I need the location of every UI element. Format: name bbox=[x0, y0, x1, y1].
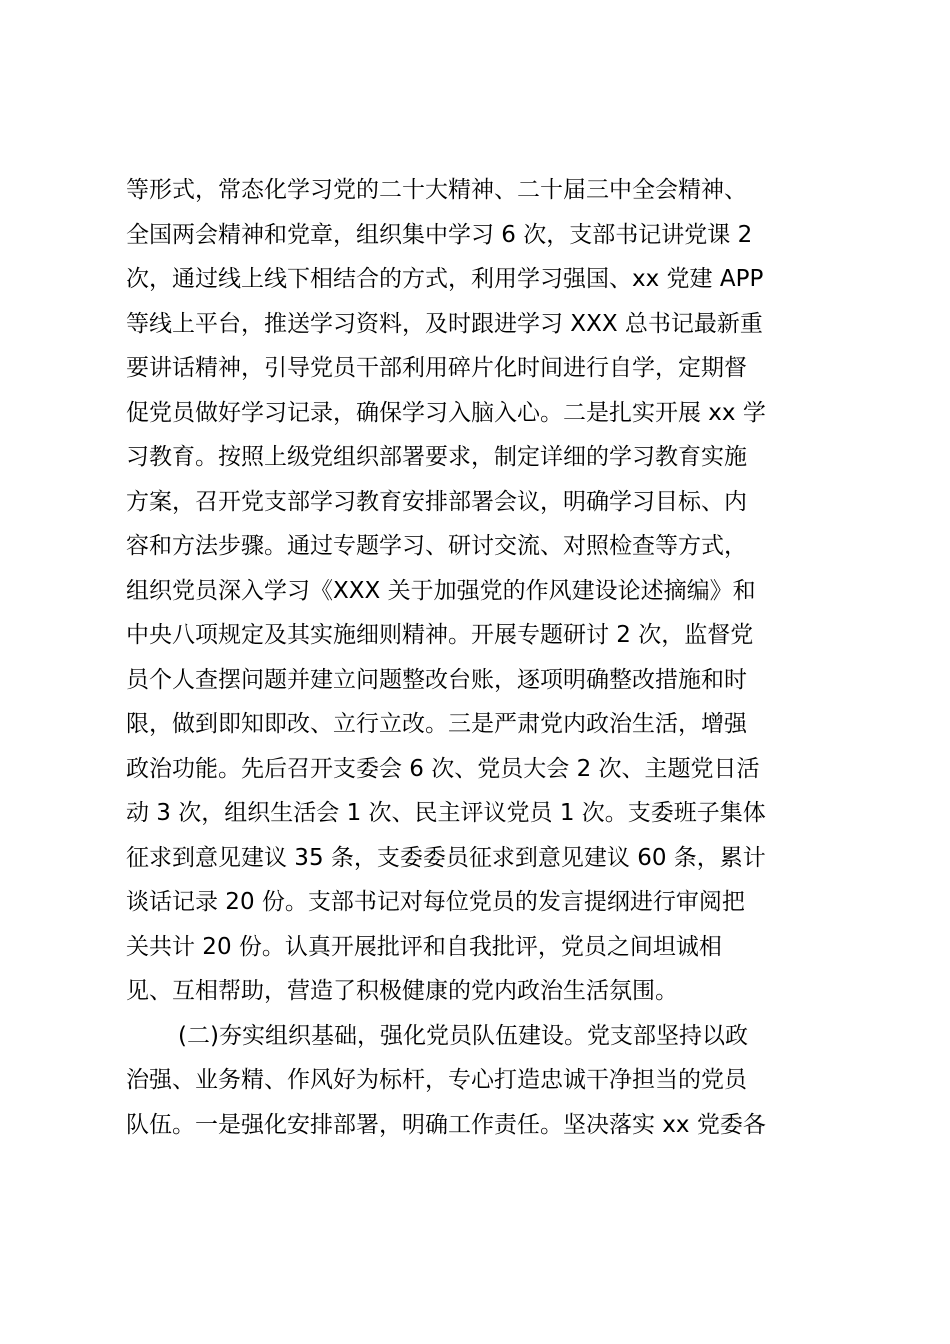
text-line: 谈话记录 20 份。支部书记对每位党员的发言提纲进行审阅把 bbox=[126, 889, 745, 915]
text-line: 组织党员深入学习《XXX 关于加强党的作风建设论述摘编》和 bbox=[126, 577, 756, 604]
text-line: 习教育。按照上级党组织部署要求，制定详细的学习教育实施 bbox=[126, 444, 747, 470]
text-line: 限，做到即知即改、立行立改。三是严肃党内政治生活，增强 bbox=[126, 711, 747, 737]
text-line: 关共计 20 份。认真开展批评和自我批评，党员之间坦诚相 bbox=[126, 933, 722, 960]
text-line: 促党员做好学习记录，确保学习入脑入心。二是扎实开展 xx 学 bbox=[126, 399, 766, 426]
text-line: 方案，召开党支部学习教育安排部署会议，明确学习目标、内 bbox=[126, 488, 747, 515]
text-line: 等线上平台，推送学习资料，及时跟进学习 XXX 总书记最新重 bbox=[126, 310, 763, 337]
text-line: 征求到意见建议 35 条，支委委员征求到意见建议 60 条，累计 bbox=[126, 844, 766, 871]
text-line: 动 3 次，组织生活会 1 次、民主评议党员 1 次。支委班子集体 bbox=[126, 800, 766, 826]
text-line: 见、互相帮助，营造了积极健康的党内政治生活氛围。 bbox=[126, 978, 678, 1004]
text-line: 中央八项规定及其实施细则精神。开展专题研讨 2 次，监督党 bbox=[126, 622, 754, 648]
text-line: 员个人查摆问题并建立问题整改台账，逐项明确整改措施和时 bbox=[126, 666, 747, 693]
text-line: 次，通过线上线下相结合的方式，利用学习强国、xx 党建 APP bbox=[126, 266, 764, 292]
text-line: 全国两会精神和党章，组织集中学习 6 次，支部书记讲党课 2 bbox=[126, 221, 753, 248]
section-heading-line: (二)夯实组织基础，强化党员队伍建设。党支部坚持以政 bbox=[178, 1022, 748, 1049]
text-line: 队伍。一是强化安排部署，明确工作责任。坚决落实 xx 党委各 bbox=[126, 1111, 766, 1138]
text-line: 容和方法步骤。通过专题学习、研讨交流、对照检查等方式， bbox=[126, 533, 747, 559]
text-line: 政治功能。先后召开支委会 6 次、党员大会 2 次、主题党日活 bbox=[126, 755, 760, 782]
document-body bbox=[126, 168, 836, 1147]
text-line: 要讲话精神，引导党员干部利用碎片化时间进行自学，定期督 bbox=[126, 355, 747, 381]
text-line: 等形式，常态化学习党的二十大精神、二十届三中全会精神、 bbox=[126, 177, 747, 203]
text-line: 治强、业务精、作风好为标杆，专心打造忠诚干净担当的党员 bbox=[126, 1067, 747, 1093]
